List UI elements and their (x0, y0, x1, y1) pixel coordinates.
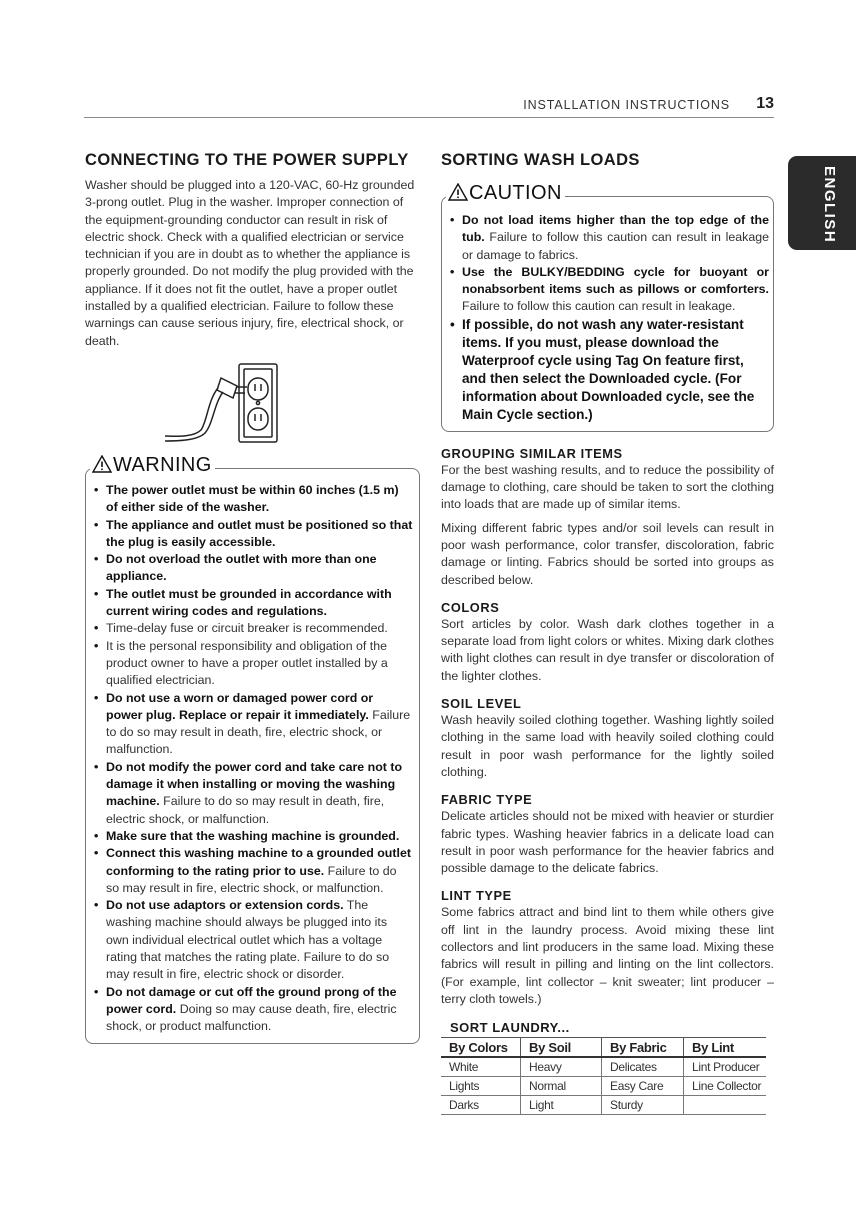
page-header (84, 97, 774, 118)
caution-box (441, 182, 774, 432)
right-column (441, 150, 774, 1115)
warning-title (90, 453, 215, 477)
warning-item: • The outlet must be grounded in accordance with current wiring codes and regulations. (92, 586, 413, 621)
sorting-heading: SORTING WASH LOADS (441, 151, 640, 169)
table-cell: Darks (441, 1096, 521, 1115)
power-supply-heading: CONNECTING TO THE POWER SUPPLY (85, 151, 409, 169)
soil-level-text: Wash heavily soiled clothing together. Washing lightly soiled clothing in the same load with heavily soiled clothing could result in poor wash performance for the lightly soiled clothing. (441, 713, 774, 779)
sort-laundry-title: SORT LAUNDRY... (450, 1020, 570, 1036)
soil-level-heading: SOIL LEVEL (441, 696, 522, 712)
table-cell: Light (521, 1096, 602, 1115)
caution-item: • If possible, do not wash any water-resistant items. If you must, please download the Waterproof cycle using Tag On feature first, and then select the Downloaded cycle. (For information about Downloaded cycle, see the Main Cycle section.) (448, 316, 769, 424)
table-cell: Heavy (521, 1057, 602, 1077)
table-header-cell: By Soil (521, 1038, 602, 1058)
table-cell: White (441, 1057, 521, 1077)
warning-item: • Connect this washing machine to a grounded outlet conforming to the rating prior to use. Failure to do so may result in fire, electric shock, or malfunction. (92, 845, 413, 897)
warning-list (92, 482, 413, 1036)
table-cell: Normal (521, 1077, 602, 1096)
warning-item: • Do not use adaptors or extension cords. The washing machine should always be plugged into its own individual electrical outlet which has a voltage rating that matches the rating plate. Failure to do so may result in fire, electric shock or disorder. (92, 897, 413, 983)
warning-item: • It is the personal responsibility and obligation of the product owner to have a proper outlet installed by a qualified electrician. (92, 638, 413, 690)
warning-triangle-icon (92, 455, 112, 473)
warning-item: • The power outlet must be within 60 inches (1.5 m) of either side of the washer. (92, 482, 413, 517)
table-cell: Easy Care (602, 1077, 684, 1096)
lint-type-text: Some fabrics attract and bind lint to them while others give off lint in the laundry process. Avoid mixing these lint collectors and lint producers in the same load. Mixing these fabrics will result in pilling and linting on the lint collectors. (For example, lint collector – knit sweater; lint producer – terry cloth towels.) (441, 905, 774, 1006)
table-cell: Sturdy (602, 1096, 684, 1115)
table-cell: Delicates (602, 1057, 684, 1077)
power-supply-text: Washer should be plugged into a 120-VAC, 60-Hz grounded 3-prong outlet. Plug in the washer. Improper connection of the equipment-grounding conductor can result in risk of electric shock. Check with a qualified electrician or service technician if you are in doubt as to whether the appliance is properly grounded. Do not modify the plug provided with the appliance. If it does not fit the outlet, have a proper outlet installed by a qualified electrician. Failure to follow these warnings can cause serious injury, fire, electrical shock, or death. (85, 178, 415, 348)
warning-item: • Time-delay fuse or circuit breaker is recommended. (92, 620, 413, 637)
grouping-text-2: Mixing different fabric types and/or soil levels can result in poor wash performance, color transfer, discoloration, fabric damage or linting. Fabrics should be sorted into groups as described below. (441, 520, 774, 587)
table-row (441, 1057, 766, 1077)
grouping-text-1: For the best washing results, and to reduce the possibility of damage to clothing, care should be taken to sort the clothing into loads that are made up of similar items. (441, 462, 774, 512)
caution-item: • Do not load items higher than the top edge of the tub. Failure to follow this caution can result in leakage or damage to fabrics. (448, 212, 769, 264)
table-cell: Lights (441, 1077, 521, 1096)
section-title: INSTALLATION INSTRUCTIONS (523, 98, 730, 112)
caution-title-text: CAUTION (469, 182, 562, 204)
table-cell: Line Collector (684, 1077, 767, 1096)
grouping-heading: GROUPING SIMILAR ITEMS (441, 445, 623, 461)
table-header-cell: By Fabric (602, 1038, 684, 1058)
table-row (441, 1096, 766, 1115)
warning-item: • The appliance and outlet must be positioned so that the plug is easily accessible. (92, 517, 413, 552)
fabric-type-text: Delicate articles should not be mixed with heavier or sturdier fabric types. Washing heavier fabrics in a delicate load can result in poor wash performance for the heavier fabrics and possible damage to the delicate fabrics. (441, 809, 774, 876)
caution-item: • Use the BULKY/BEDDING cycle for buoyant or nonabsorbent items such as pillows or comforters. Failure to follow this caution can result in leakage. (448, 264, 769, 316)
table-header-cell: By Lint (684, 1038, 767, 1058)
warning-item: • Do not damage or cut off the ground prong of the power cord. Doing so may cause death, fire, electric shock, or product malfunction. (92, 984, 413, 1036)
lint-type-heading: LINT TYPE (441, 888, 512, 904)
colors-heading: COLORS (441, 599, 500, 615)
language-tab-label: ENGLISH (821, 166, 838, 244)
table-header-cell: By Colors (441, 1038, 521, 1058)
warning-item: • Do not use a worn or damaged power cord or power plug. Replace or repair it immediately. Failure to do so may result in death, fire, electric shock, or malfunction. (92, 690, 413, 759)
warning-item: • Do not overload the outlet with more than one appliance. (92, 551, 413, 586)
page-number: 13 (756, 95, 774, 112)
table-header-row (441, 1038, 766, 1058)
table-cell (684, 1096, 767, 1115)
colors-text: Sort articles by color. Wash dark clothes together in a separate load from light colors or whites. Mixing dark clothes with light clothes can result in dye transfer or discoloration of the lighter clothes. (441, 616, 774, 683)
table-cell: Lint Producer (684, 1057, 767, 1077)
table-row (441, 1077, 766, 1096)
warning-title-text: WARNING (113, 453, 212, 476)
warning-item: • Make sure that the washing machine is grounded. (92, 828, 413, 845)
language-tab (788, 156, 856, 250)
plug-outlet-illustration (163, 360, 283, 446)
warning-item: • Do not modify the power cord and take care not to damage it when installing or moving the washing machine. Failure to do so may result in death, fire, electric shock, or malfunction. (92, 759, 413, 828)
fabric-type-heading: FABRIC TYPE (441, 792, 533, 808)
warning-box (85, 453, 420, 1045)
left-column (85, 150, 420, 1044)
caution-list (448, 212, 769, 424)
warning-triangle-icon (448, 183, 468, 201)
sort-laundry-table (441, 1037, 766, 1115)
caution-title (446, 181, 565, 205)
